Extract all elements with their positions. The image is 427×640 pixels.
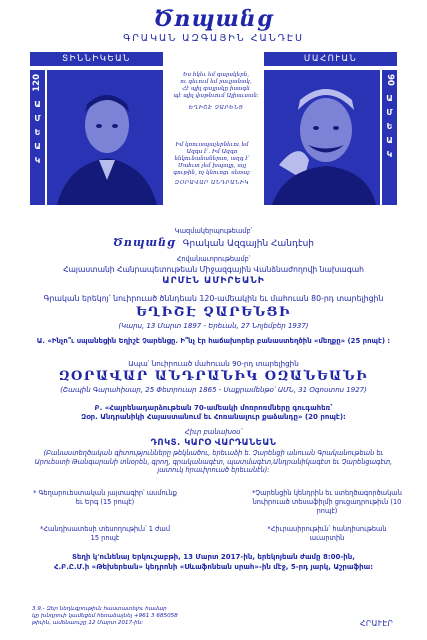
- poem-line: Ես հկեւ եմ գալակերն,: [182, 72, 250, 78]
- program-item: *Հիւրասիրութիւն՝ հանդիսութեան աւարտին: [267, 525, 387, 542]
- right-letter: Ա: [386, 93, 393, 103]
- left-letter: Ե: [34, 127, 41, 137]
- guest-name: ԴՈԿՏ. ԿԱՐՕ ՎԱՐԴԱՆԵԱՆ: [150, 438, 277, 448]
- right-years-number: 90: [384, 74, 395, 86]
- part2-intro: Ապա՝ նուիրուած մահուան 90-րդ տարելիցին: [128, 359, 299, 368]
- event-line1: Տեղի կ'ունենայ Երկուշաբթի, 13 Մարտ 2017-ին, երեկոյեան ժամը 8:00-ին,: [72, 553, 355, 561]
- header-logo: Ծոպանց: [153, 6, 274, 32]
- right-letter: Ա: [386, 135, 393, 145]
- patronage-label: Հովանաւորութեամբ՝: [176, 255, 251, 263]
- footer-note: [32, 606, 232, 627]
- organizer-line: [0, 236, 427, 249]
- org-subtitle: ԳՐԱԿԱՆ ԱԶԳԱՅԻՆ ՀԱՆԴԷՍ: [123, 33, 304, 44]
- quote-line: ենկունանաներսո, ազգ է՛: [174, 156, 250, 162]
- program-item: *Հանդիսատեսի տեսողութիւն՝ 1 ժամ 15 րոպէ: [40, 525, 170, 542]
- left-banner: ՏԻՆՆԻԿԵԱՆ: [30, 52, 163, 66]
- poem-author: ԵՂԻՇԷ ՉԱՐԵՆՑ: [188, 105, 244, 111]
- patronage-person: ԱՐՄԷՆ ԱՄԻՐԵԱՆԻ: [162, 276, 265, 286]
- right-banner: ՄԱՀՈՒԱՆ: [264, 52, 397, 66]
- right-years-strip: [382, 70, 397, 205]
- quote-line: Իմ կռուապաչերնեւու եմ: [175, 142, 249, 148]
- item-b-line2: Զօր. Անդրանիկի Հայաստանում եւ Հոռանալուր քաձանդը» (20 րոպէ):: [81, 413, 346, 421]
- item-b-line1: Բ. «Հայրենադարձութեան 70-ամեակի մոռրոռմները գուգահեռ՝: [94, 404, 333, 412]
- left-letter: Կ: [34, 155, 41, 165]
- general-name: ԶՕՐԱՎԱՐ ԱՆԴՐԱՆԻԿ ՕԶԱՆԵԱՆԻ: [58, 369, 369, 384]
- poet-portrait: [47, 70, 163, 205]
- right-letter: Կ: [386, 149, 393, 159]
- evening-intro: Գրական երեկոյ՝ նուիրուած ծննդեան 120-ամեակին եւ մահուան 80-րդ տարելիցին: [43, 294, 384, 303]
- item-a: Ա. «Ինչո՞ւ սպանեցին Եղիշէ Չարենցը. Ի՞նչ էր հաճախորեր բանաստեղծին «մեղքը» (25 րոպէ) :: [36, 337, 391, 345]
- left-poem: [166, 72, 266, 112]
- quote-line: Մահւտ չեմ խպալը, այլ: [177, 163, 247, 169]
- poem-line: Հէ պիլ գալլակը իսագն: [182, 86, 250, 92]
- left-letter: Մ: [34, 113, 41, 123]
- footer-note-line: կը խնդրուի կամեցեմ հեռաձայնել +961 3 685058: [32, 613, 178, 619]
- guest-label: Հիւր բանախօս՝: [184, 428, 243, 436]
- left-letter: Ա: [34, 141, 41, 151]
- right-letter: Մ: [386, 107, 393, 117]
- invite-label: ՀՐԱՒԷՐ: [360, 619, 394, 628]
- participants-note: (Բանաստեղծական գիտությունները թեկնածու, երեւաձի ե. Չարենցի անուան Գրականութեան եւ Արուեստի Թանգարանի տնօրեն, գրող, գրականագէտ, պատմագէտ,Անդրանիկագէտ եւ Չարենցագէտ, յատուկ հրաւիրուած երեւանէն):: [34, 449, 393, 475]
- poet-dates: (Կարս, 13 Մարտ 1897 - Երեւան, 27 Նոյեմբեր 1937): [118, 322, 309, 330]
- poet-name: ԵՂԻՇԷ ՉԱՐԵՆՑԻ: [135, 305, 291, 320]
- footer-note-line: թիւին, ամենաուշը 12 Մարտ 2017-ին:: [32, 620, 144, 626]
- event-line2: Հ.Բ.Ը.Մ.ի «Թեխերեան» կեդրոնի «Սևաֆոնեան սրահ»-ին մէջ, 5-րդ յարկ, Աշրաֆիա:: [53, 563, 374, 571]
- poem-line: ու գեւում եմ յաւլյանակ,: [180, 79, 252, 85]
- footer-note-line: 3.9.- Զեր նեղևգրութիւն հաստատելու համար: [32, 606, 167, 612]
- program-item: *Չարենցին կենդրին եւ ստեղծագործական նուիրուած տեսաֆիլմի ցուցադրութիւն (10 րոպէ): [252, 489, 402, 515]
- poem-line: պէ պիլ վաթնւում Ալիաւսան:: [173, 93, 259, 99]
- quote-author: ԶՕՐԱՎԱՐ ԱՆԴՐԱՆԻԿ: [174, 180, 250, 186]
- right-quote: [162, 142, 262, 187]
- left-years-number: 120: [32, 74, 43, 92]
- general-dates: (Շապին Գարահիսար, 25 Փետրուար 1865 - Սաքրամենթօ՝ ԱՄՆ, 31 Օգոստոս 1927): [60, 386, 367, 394]
- organizer-logo: Ծոպանց: [113, 236, 176, 249]
- quote-line: գութին, ոչ կնուոցւ սեռալ:: [173, 170, 251, 176]
- left-years-strip: [30, 70, 45, 205]
- general-portrait: [264, 70, 380, 205]
- quote-line: Ազգս է՛. Իմ Ազգո: [186, 149, 238, 155]
- patronage-title: Հայաստանի Հանրապետութեան Միջազգային Վանձնաժողովի նախագահ: [63, 265, 364, 274]
- right-letter: Ե: [386, 121, 393, 131]
- organizer-label: Կազմակերպութեամբ՝: [174, 227, 253, 235]
- left-letter: Ա: [34, 99, 41, 109]
- organizer-name: Գրական Ազգային Հանդէսի: [182, 239, 314, 249]
- program-item: * Գեղարուեստական յայտագիր՝ ասմունք եւ Երգ (15 րոպէ): [33, 489, 177, 506]
